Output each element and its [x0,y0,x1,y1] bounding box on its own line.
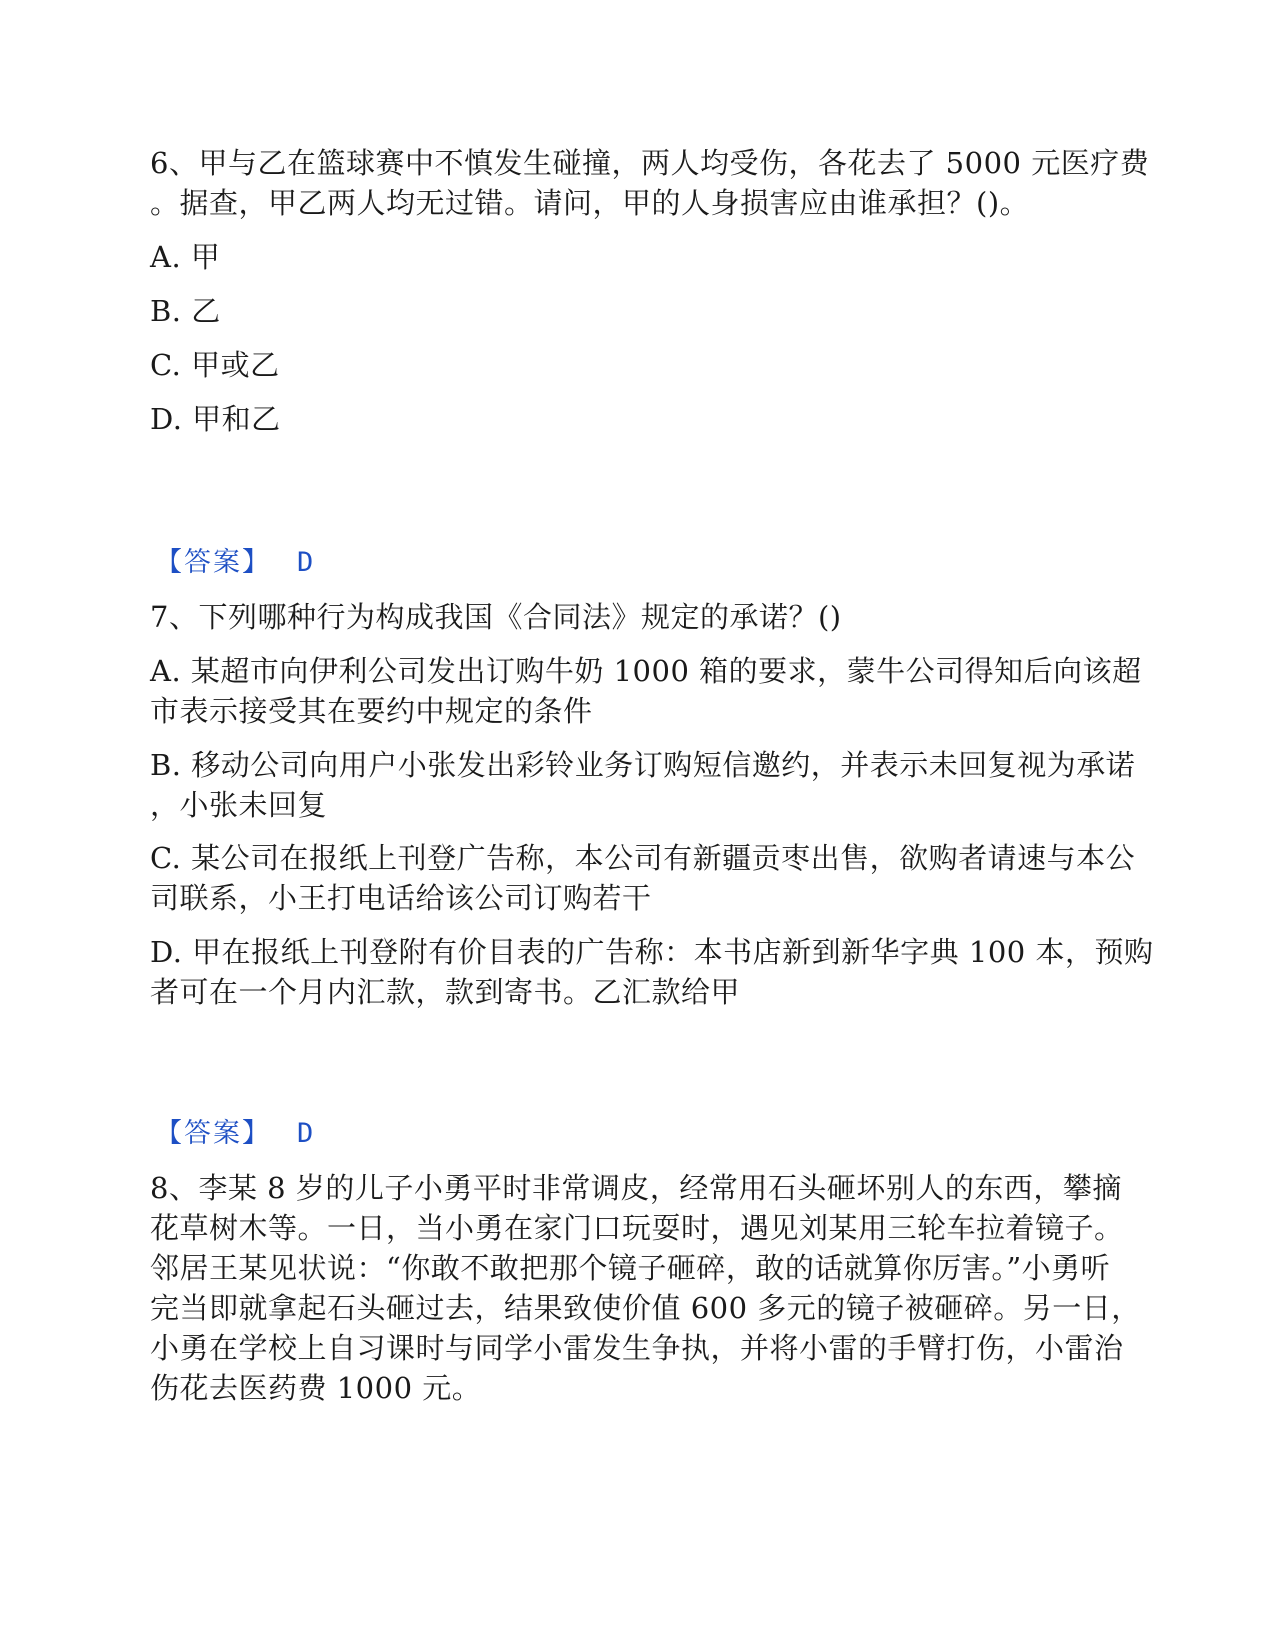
q7-option-b-line-2: ，小张未回复 [150,788,328,822]
q8-line-5: 小勇在学校上自习课时与同学小雷发生争执，并将小雷的手臂打伤，小雷治 [150,1331,1124,1365]
q8-line-2: 花草树木等。一日，当小勇在家门口玩耍时，遇见刘某用三轮车拉着镜子。 [150,1211,1124,1245]
q6-answer-value: D [297,547,314,578]
q6-option-c: C. 甲或乙 [150,348,280,382]
q7-answer [155,1114,313,1154]
q7-option-d-line-1: D. 甲在报纸上刊登附有价目表的广告称：本书店新到新华字典 100 本，预购 [150,935,1154,969]
q8-line-3: 邻居王某见状说：“你敢不敢把那个镜子砸碎，敢的话就算你厉害。”小勇听 [150,1251,1111,1285]
q7-answer-label: 【答案】 [155,1118,271,1149]
q6-option-b: B. 乙 [150,294,221,328]
q8-line-4: 完当即就拿起石头砸过去，结果致使价值 600 多元的镜子被砸碎。另一日， [150,1291,1141,1325]
q7-option-d-line-2: 者可在一个月内汇款，款到寄书。乙汇款给甲 [150,975,741,1009]
q6-option-a: A. 甲 [150,240,221,274]
q7-option-b-line-1: B. 移动公司向用户小张发出彩铃业务订购短信邀约，并表示未回复视为承诺 [150,748,1136,782]
q8-line-6: 伤花去医药费 1000 元。 [150,1371,482,1405]
q6-stem-line-1: 6、甲与乙在篮球赛中不慎发生碰撞，两人均受伤，各花去了 5000 元医疗费 [150,146,1150,180]
q6-answer-label: 【答案】 [155,547,271,578]
q7-option-c-line-1: C. 某公司在报纸上刊登广告称，本公司有新疆贡枣出售，欲购者请速与本公 [150,841,1136,875]
q6-option-d: D. 甲和乙 [150,402,281,436]
q7-answer-value: D [297,1118,314,1149]
q7-option-a-line-2: 市表示接受其在要约中规定的条件 [150,694,593,728]
q8-line-1: 8、李某 8 岁的儿子小勇平时非常调皮，经常用石头砸坏别人的东西，攀摘 [150,1171,1122,1205]
q7-option-a-line-1: A. 某超市向伊利公司发出订购牛奶 1000 箱的要求，蒙牛公司得知后向该超 [150,654,1142,688]
q6-stem-line-2: 。据查，甲乙两人均无过错。请问，甲的人身损害应由谁承担？()。 [150,186,1030,220]
q7-option-c-line-2: 司联系，小王打电话给该公司订购若干 [150,881,652,915]
q7-stem: 7、下列哪种行为构成我国《合同法》规定的承诺？() [150,600,842,634]
q6-answer [155,543,313,583]
